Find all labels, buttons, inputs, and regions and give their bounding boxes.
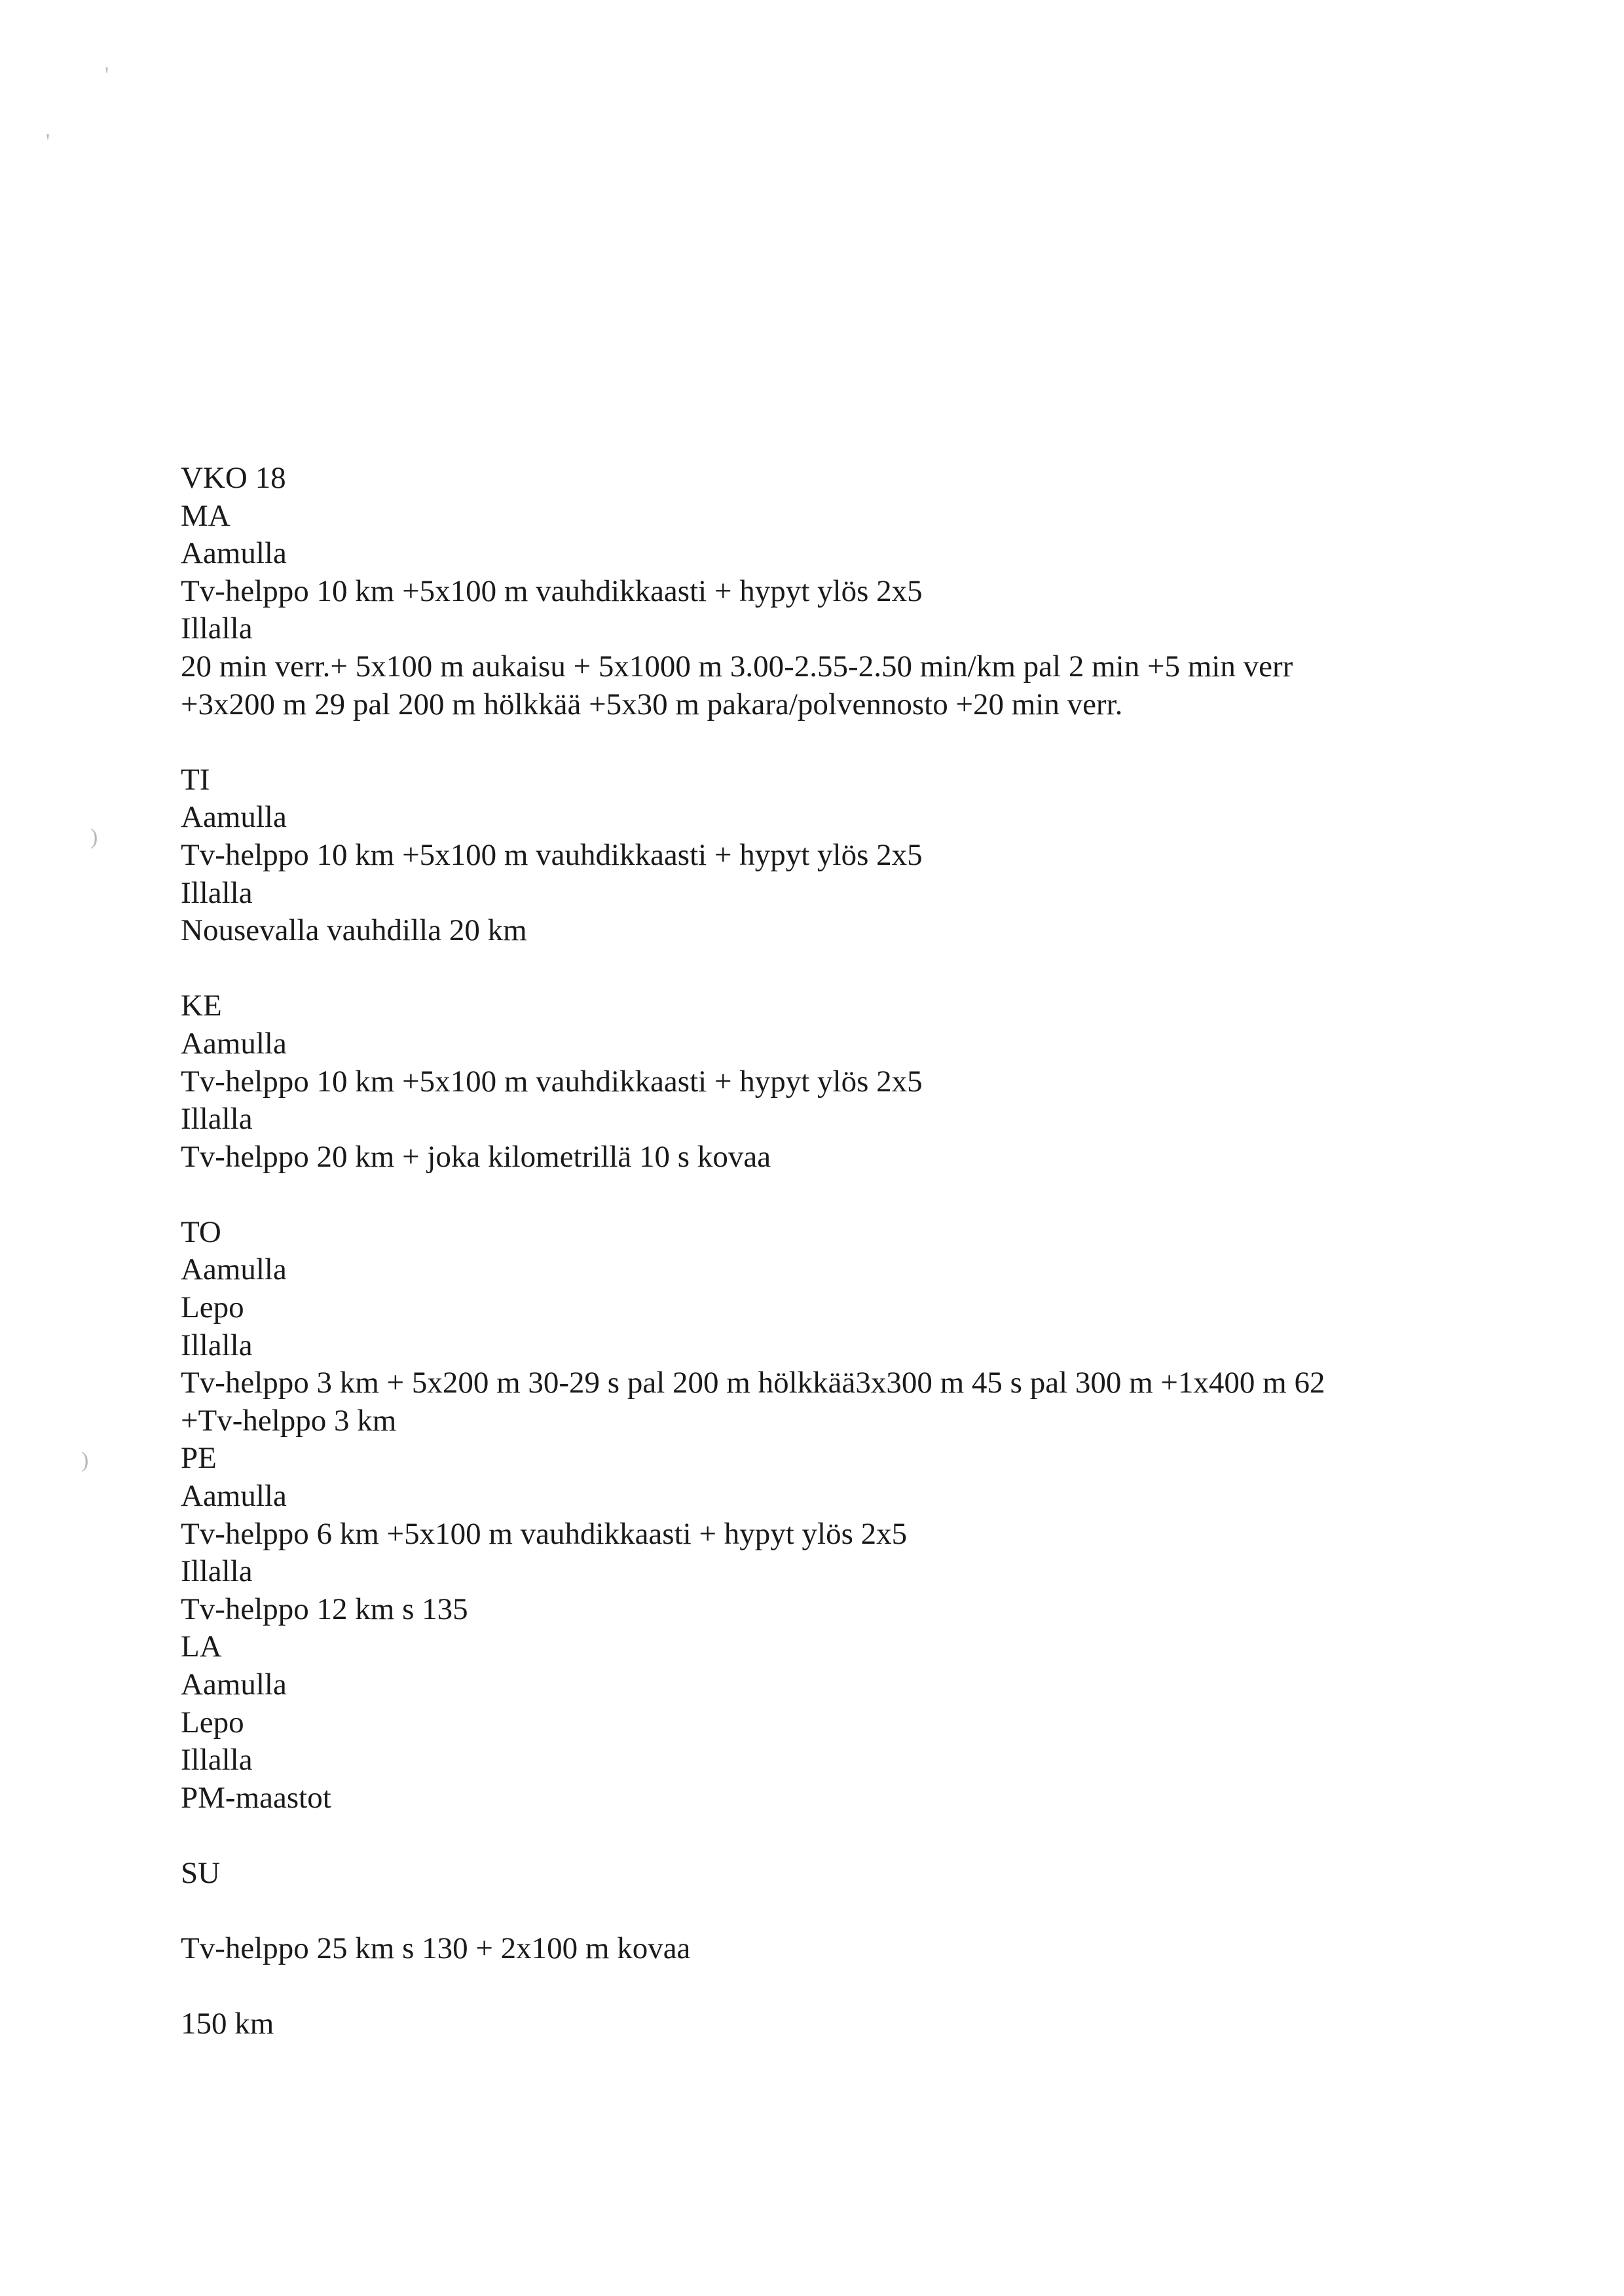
scan-speck: '	[46, 130, 50, 154]
day-block-la	[181, 1628, 1490, 1817]
plan-line: Tv-helppo 25 km s 130 + 2x100 m kovaa	[181, 1931, 691, 1966]
plan-line: Tv-helppo 6 km +5x100 m vauhdikkaasti + hypyt ylös 2x5	[181, 1516, 908, 1551]
plan-line: Tv-helppo 20 km + joka kilometrillä 10 s kovaa	[181, 1139, 771, 1174]
plan-line: Tv-helppo 3 km + 5x200 m 30-29 s pal 200 m hölkkää3x300 m 45 s pal 300 m +1x400 m 62	[181, 1366, 1325, 1400]
plan-line: Aamulla	[181, 536, 287, 571]
day-label: SU	[181, 1855, 221, 1890]
plan-line: Aamulla	[181, 1252, 287, 1287]
plan-line: Illalla	[181, 1554, 253, 1589]
plan-line: +Tv-helppo 3 km	[181, 1403, 397, 1438]
scan-speck: )	[81, 1448, 89, 1472]
plan-line: Nousevalla vauhdilla 20 km	[181, 913, 527, 948]
day-label: KE	[181, 989, 222, 1023]
plan-line: Tv-helppo 10 km +5x100 m vauhdikkaasti + hypyt ylös 2x5	[181, 837, 923, 872]
day-block-to	[181, 1214, 1490, 1440]
plan-line: Aamulla	[181, 1667, 287, 1702]
plan-line: Illalla	[181, 1102, 253, 1137]
day-block-ke	[181, 987, 1490, 1176]
plan-line: Tv-helppo 12 km s 135	[181, 1592, 468, 1626]
plan-line: +3x200 m 29 pal 200 m hölkkää +5x30 m pakara/polvennosto +20 min verr.	[181, 687, 1123, 721]
weekly-total: 150 km	[181, 2007, 274, 2041]
day-label: TO	[181, 1214, 221, 1249]
day-block-ma	[181, 498, 1490, 724]
training-plan	[181, 460, 1490, 2043]
day-label: PE	[181, 1441, 217, 1476]
scan-speck: )	[90, 825, 98, 849]
plan-line: Aamulla	[181, 1479, 287, 1514]
day-label: LA	[181, 1630, 222, 1664]
plan-line: 20 min verr.+ 5x100 m aukaisu + 5x1000 m 3.00-2.55-2.50 min/km pal 2 min +5 min verr	[181, 649, 1293, 683]
plan-line: Aamulla	[181, 800, 287, 835]
plan-line: Tv-helppo 10 km +5x100 m vauhdikkaasti + hypyt ylös 2x5	[181, 574, 923, 608]
week-heading: VKO 18	[181, 461, 286, 495]
plan-line: Illalla	[181, 611, 253, 646]
plan-line: Illalla	[181, 1743, 253, 1777]
day-label: TI	[181, 762, 210, 797]
plan-line: Illalla	[181, 1328, 253, 1362]
day-label: MA	[181, 498, 231, 533]
plan-line: Lepo	[181, 1705, 244, 1740]
plan-line: PM-maastot	[181, 1780, 331, 1815]
plan-line: Illalla	[181, 875, 253, 910]
plan-line: Aamulla	[181, 1026, 287, 1061]
scan-speck: '	[105, 63, 109, 87]
day-block-ti	[181, 761, 1490, 950]
plan-line: Tv-helppo 10 km +5x100 m vauhdikkaasti + hypyt ylös 2x5	[181, 1064, 923, 1099]
day-block-su	[181, 1855, 1490, 1968]
plan-line: Lepo	[181, 1290, 244, 1325]
day-block-pe	[181, 1440, 1490, 1628]
